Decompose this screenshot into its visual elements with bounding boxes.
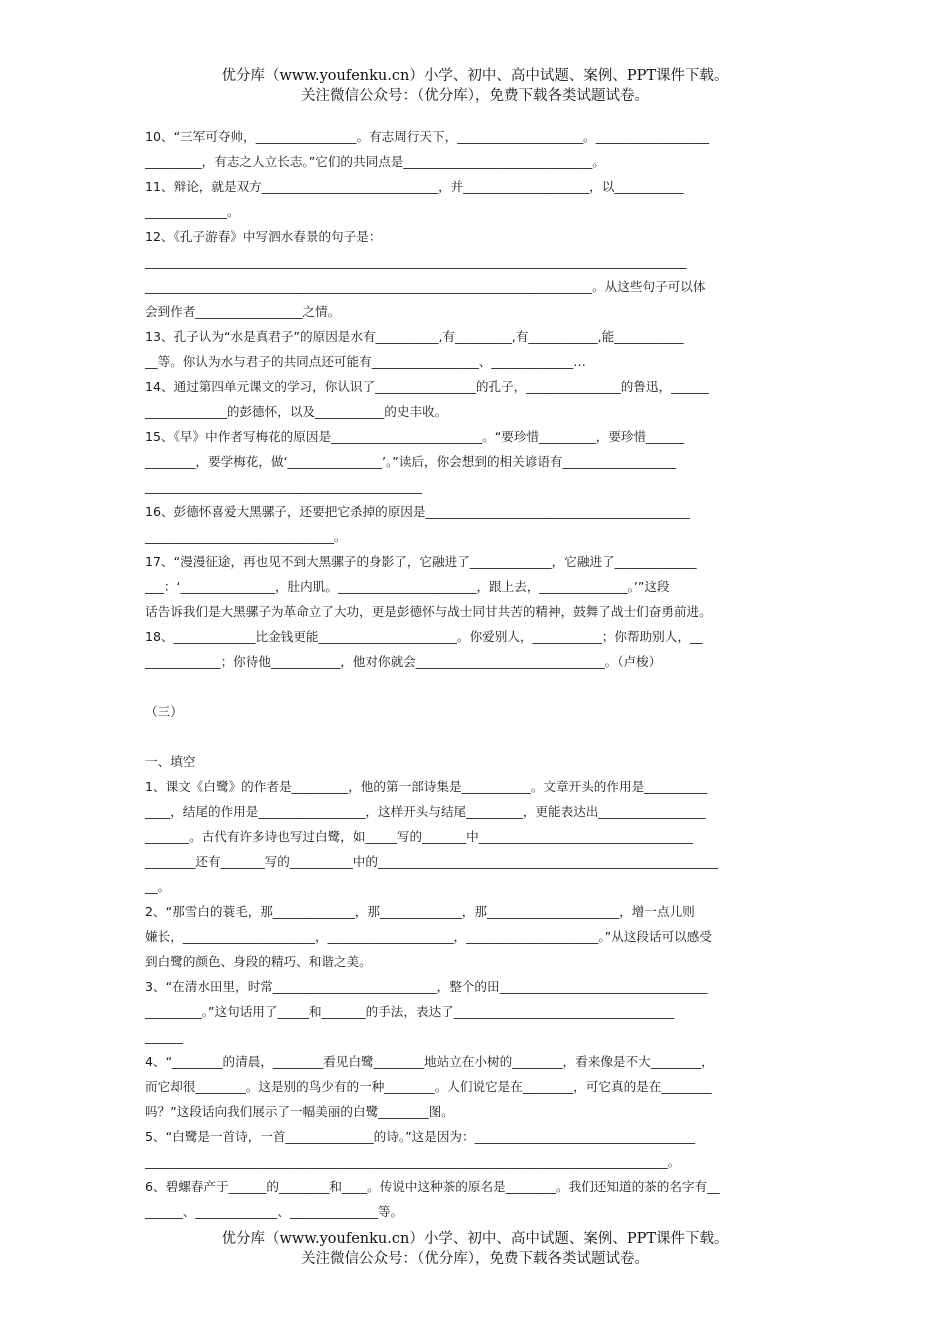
text-line: 一、填空 [145,754,196,769]
text-line: __。 [145,879,171,894]
text-line: 12、《孔子游春》中写泗水春景的句子是： [145,229,382,244]
text-line: ____________；你待他___________，他对你就会______________________________。（卢梭） [145,654,662,669]
text-line: ________，要学梅花，做‘_______________’。”读后，你会想到的相关谚语有__________________ [145,454,676,469]
text-line: 会到作者_________________之情。 [145,304,341,319]
text-line: _____________。 [145,204,240,219]
text-line: ___________________________________________________________________________________。 [145,1154,681,1169]
text-line: 18、_____________比金钱更能______________________。你爱别人，___________；你帮助别人，__ [145,629,703,644]
blank-line [145,674,805,699]
text-line: ______、_____________、______________等。 [145,1204,404,1219]
text-line: 5、“白鹭是一首诗，一首______________的诗。”这是因为：___________________________________ [145,1129,695,1144]
page-header [0,66,950,106]
text-line: ______________________________________________________________________________________ [145,254,687,269]
text-line: （三） [145,704,183,719]
text-line: _________。”这句话用了_____和_______的手法，表达了___________________________________ [145,1004,675,1019]
text-line: 话告诉我们是大黑骡子为革命立了大功，更是彭德怀与战士同甘共苦的精神，鼓舞了战士们奋勇前进。 [145,604,712,619]
footer-line-1: 优分库（www.youfenku.cn）小学、初中、高中试题、案例、PPT课件下载。 [221,1231,729,1247]
text-line: 10、“三军可夺帅，________________。有志周行天下，____________________。__________________ [145,129,710,144]
text-line: 11、辩论，就是双方____________________________，并____________________，以___________ [145,179,684,194]
text-line: 嫌长，_____________________，____________________，_____________________。”从这段话可以感受 [145,929,712,944]
text-line: 15、《早》中作者写梅花的原因是________________________。“要珍惜_________，要珍惜______ [145,429,684,444]
text-line: ___：‘_______________，肚内肌。______________________，跟上去，______________。’”这段 [145,579,670,594]
text-line: ____________________________________________ [145,479,423,494]
text-line: 到白鹭的颜色、身段的精巧、和谐之美。 [145,954,372,969]
blank-line [145,724,805,749]
text-line: __等。你认为水与君子的共同点还可能有_________________、_____________… [145,354,586,369]
text-line: 而它却很________。这是别的鸟少有的一种________。人们说它是在________，可它真的是在________ [145,1079,712,1094]
text-line: 3、“在清水田里，时常__________________________，整个的田_________________________________ [145,979,708,994]
text-line: 17、“漫漫征途，再也见不到大黑骡子的身影了，它融进了_____________，它融进了_____________ [145,554,697,569]
text-line: _____________的彭德怀，以及___________的史丰收。 [145,404,448,419]
text-line: 13、孔子认为“水是真君子”的原因是水有__________,有_________,有___________,能___________ [145,329,684,344]
text-line: 6、碧螺春产于______的________和____。传说中这种茶的原名是________。我们还知道的茶的名字有__ [145,1179,720,1194]
text-line: 2、“那雪白的蓑毛，那_____________，那_____________，那_____________________，增一点儿则 [145,904,695,919]
text-line: _________，有志之人立长志。”它们的共同点是______________________________。 [145,154,605,169]
text-line: 4、“________的清晨，________看见白鹭________地站立在小树的________，看来像是不大________， [145,1054,714,1069]
text-line: _______。古代有许多诗也写过白鹭，如_____写的_______中__________________________________ [145,829,693,844]
text-line: 1、课文《白鹭》的作者是_________，他的第一部诗集是___________。文章开头的作用是__________ [145,779,708,794]
text-line: ____，结尾的作用是_________________，这样开头与结尾_________，更能表达出_________________ [145,804,706,819]
text-line: 吗？”这段话向我们展示了一幅美丽的白鹭________图。 [145,1104,454,1119]
text-line: ________还有_______写的__________中的______________________________________________________ [145,854,719,869]
page-footer [0,1229,950,1269]
text-line: 16、彭德怀喜爱大黑骡子，还要把它杀掉的原因是__________________________________________ [145,504,690,519]
text-line: _______________________________________________________________________。从这些句子可以体 [145,279,706,294]
text-line: ______________________________。 [145,529,347,544]
header-line-1: 优分库（www.youfenku.cn）小学、初中、高中试题、案例、PPT课件下载。 [221,68,729,84]
exercise-content [145,124,805,1224]
text-line: 14、通过第四单元课文的学习，你认识了________________的孔子，_______________的鲁迅，______ [145,379,709,394]
footer-line-2: 关注微信公众号：（优分库），免费下载各类试题试卷。 [301,1251,649,1267]
header-line-2: 关注微信公众号：（优分库），免费下载各类试题试卷。 [301,88,649,104]
text-line: ______ [145,1029,183,1044]
